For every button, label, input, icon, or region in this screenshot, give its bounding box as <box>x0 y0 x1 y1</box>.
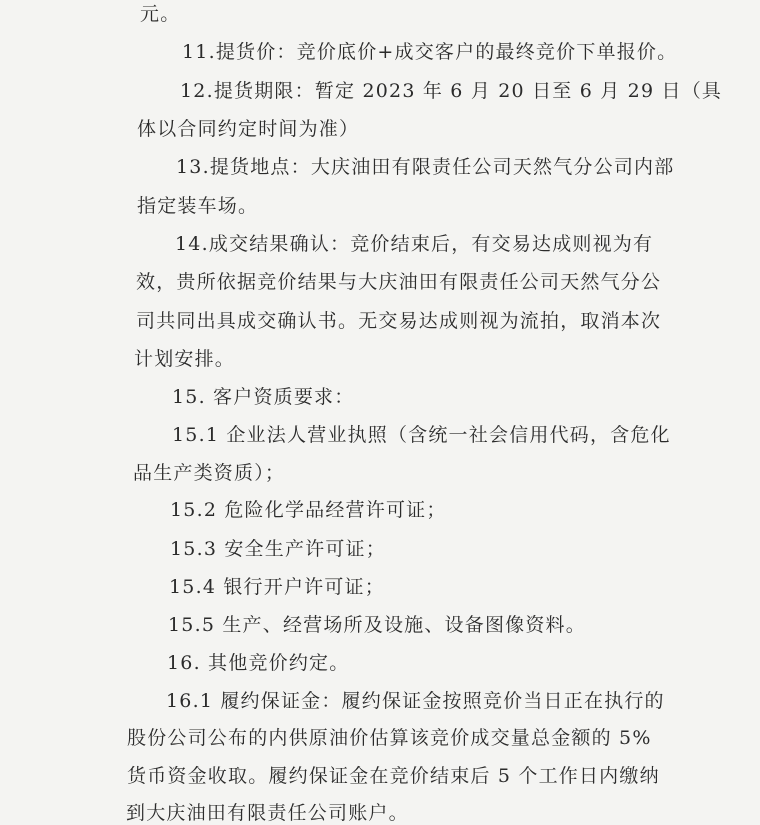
text-line: 11.提货价：竞价底价+成交客户的最终竞价下单报价。 <box>182 41 678 63</box>
text-line: 计划安排。 <box>134 348 236 370</box>
text-line: 15.1 企业法人营业执照（含统一社会信用代码，含危化 <box>172 424 671 446</box>
text-line: 品生产类资质）； <box>133 462 286 484</box>
text-line: 效，贵所依据竞价结果与大庆油田有限责任公司天然气分公 <box>136 271 662 293</box>
text-line: 15.2 危险化学品经营许可证； <box>170 499 447 521</box>
text-line: 货币资金收取。履约保证金在竞价结束后 5 个工作日内缴纳 <box>127 765 660 787</box>
text-line: 13.提货地点：大庆油田有限责任公司天然气分公司内部 <box>176 156 675 178</box>
text-line: 15. 客户资质要求： <box>172 386 355 408</box>
text-line: 15.4 银行开户许可证； <box>169 576 385 598</box>
text-line: 14.成交结果确认：竞价结束后，有交易达成则视为有 <box>175 233 654 255</box>
text-line: 15.5 生产、经营场所及设施、设备图像资料。 <box>168 614 586 636</box>
text-line: 12.提货期限：暂定 2023 年 6 月 20 日至 6 月 29 日（具 <box>180 80 723 102</box>
text-line: 16.1 履约保证金：履约保证金按照竞价当日正在执行的 <box>166 690 665 712</box>
text-line: 15.3 安全生产许可证； <box>170 538 386 560</box>
text-line: 股份公司公布的内供原油价估算该竞价成交量总金额的 5% <box>127 727 652 749</box>
text-line: 指定装车场。 <box>137 195 259 217</box>
text-line: 体以合同约定时间为准） <box>137 118 360 140</box>
text-line: 16. 其他竞价约定。 <box>167 652 350 674</box>
text-line: 到大庆油田有限责任公司账户。 <box>126 802 409 824</box>
text-line: 司共同出具成交确认书。无交易达成则视为流拍，取消本次 <box>136 310 662 332</box>
text-line: 元。 <box>140 3 181 25</box>
